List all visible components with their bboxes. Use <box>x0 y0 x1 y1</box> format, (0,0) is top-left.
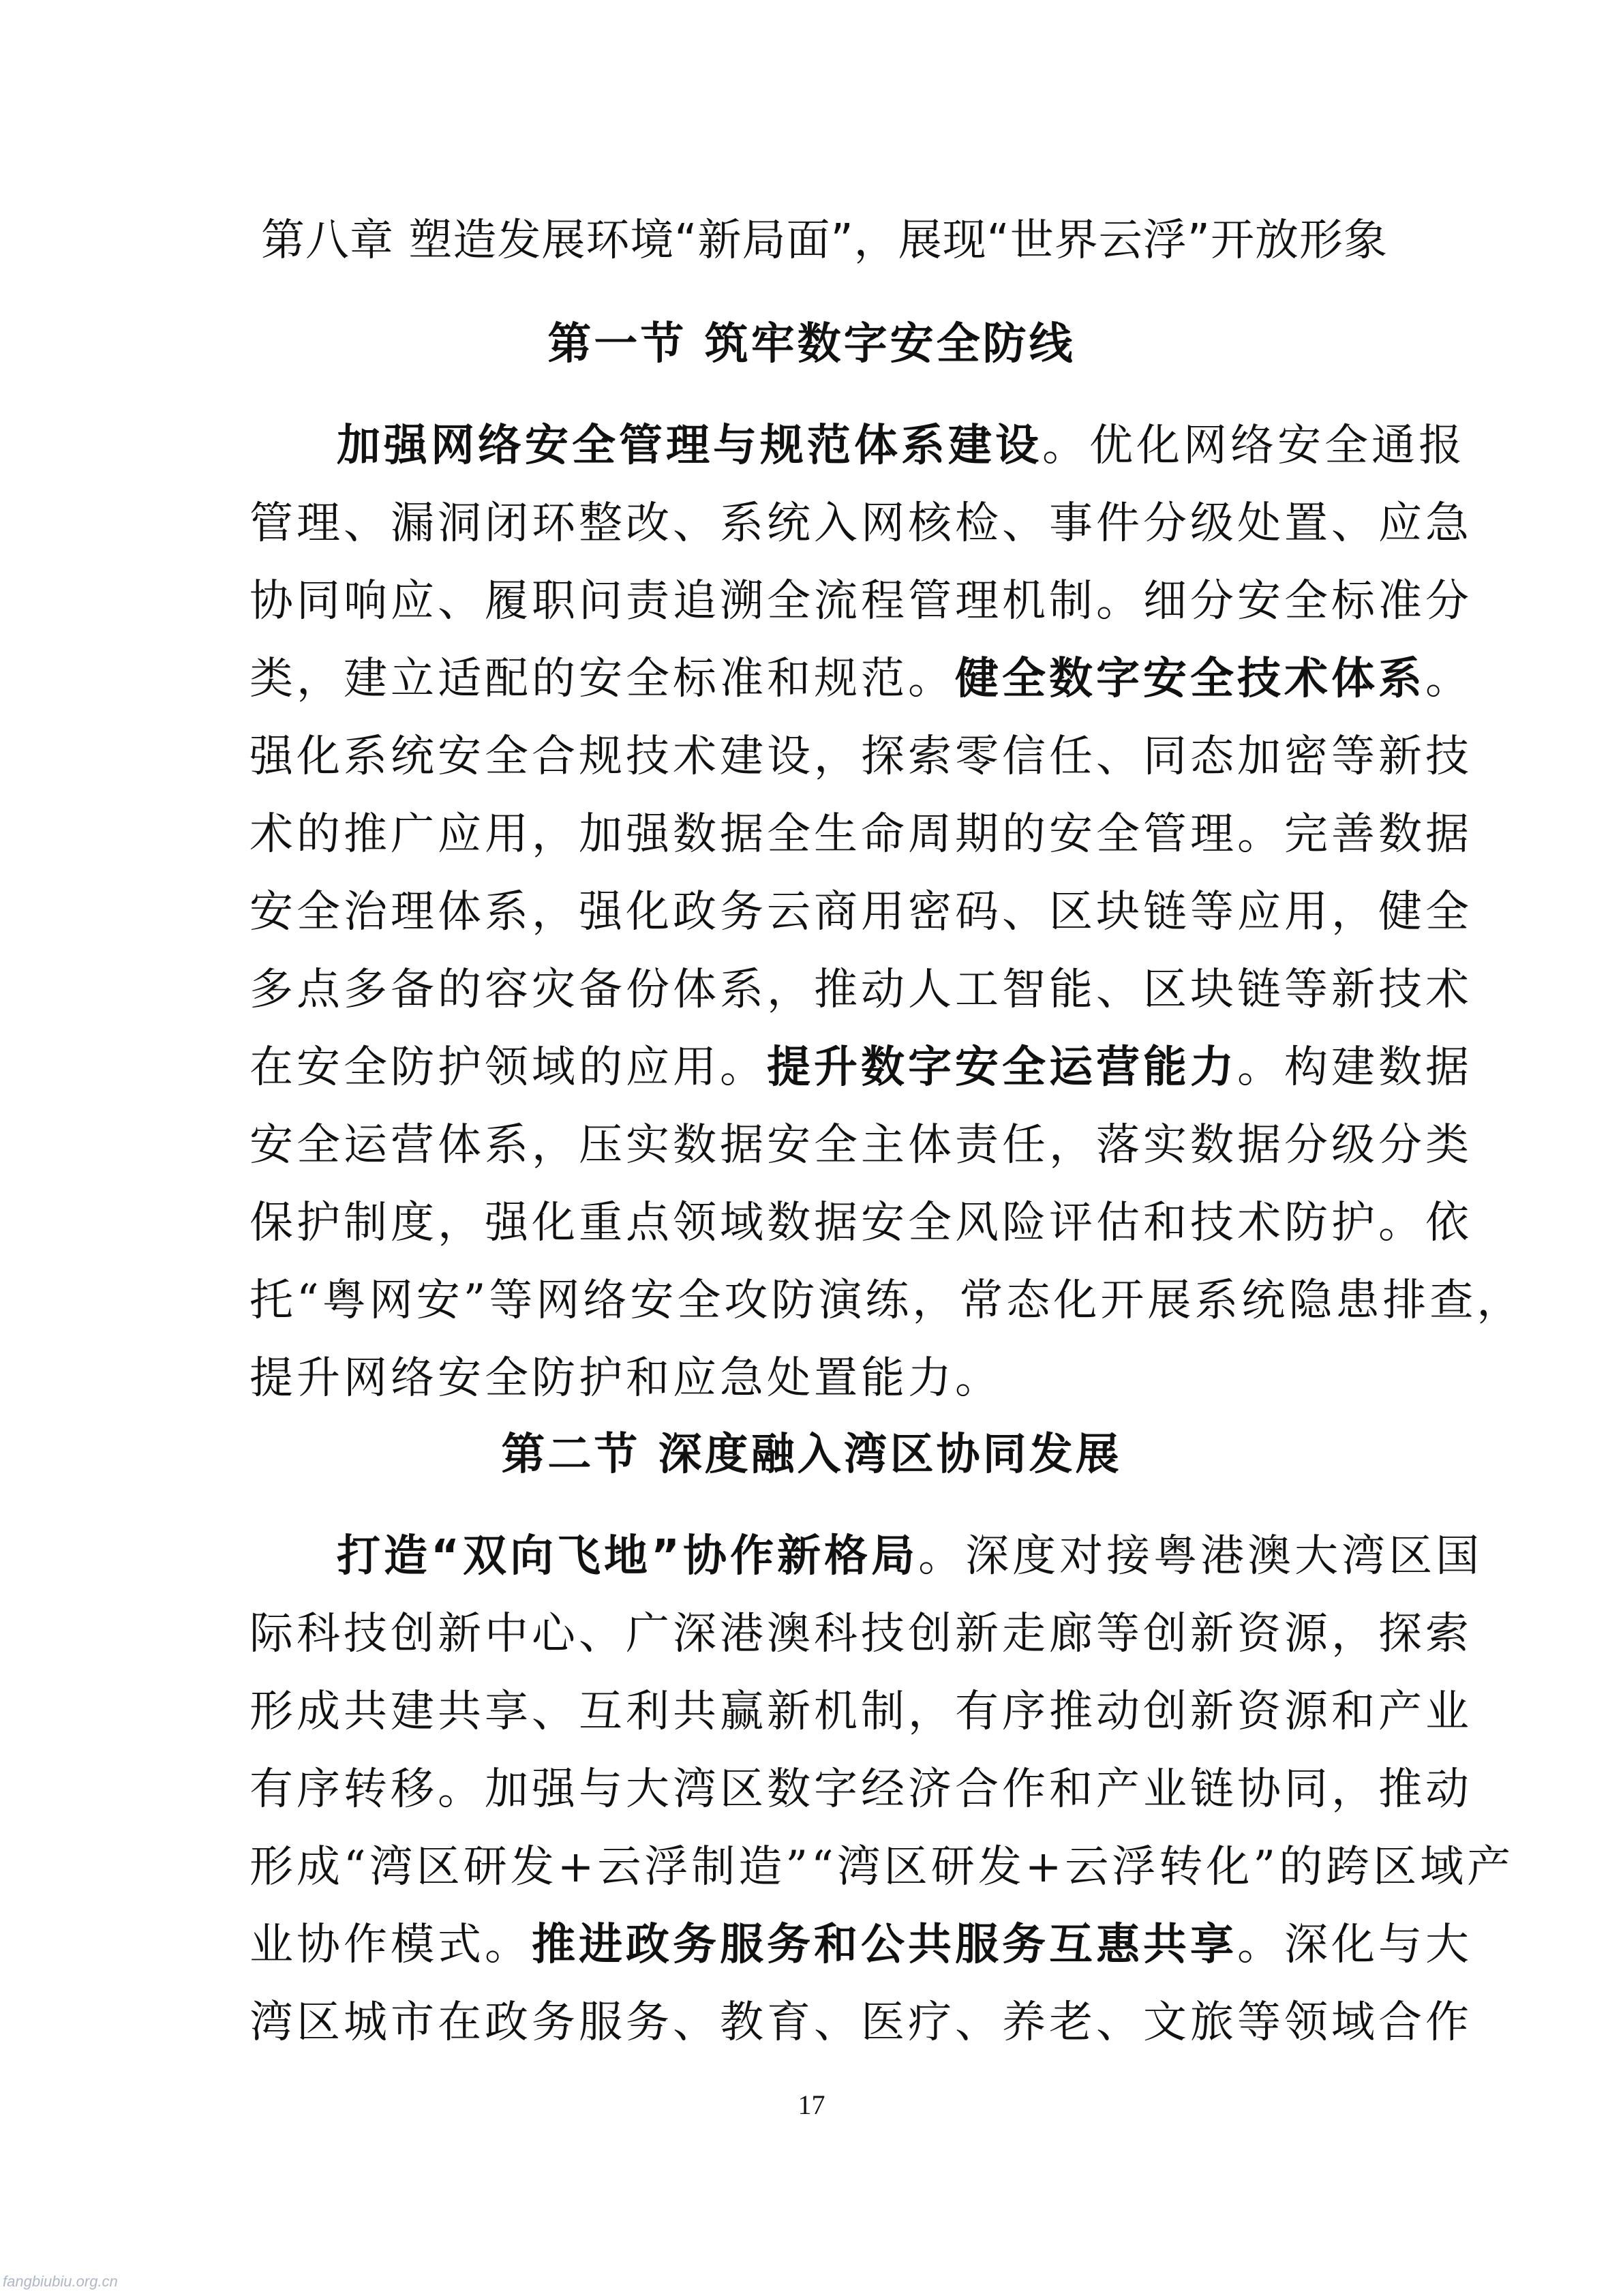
paragraph-line <box>249 1517 1483 1595</box>
bold-heading: 加强网络安全管理与规范体系建设 <box>337 421 1042 471</box>
section-title-2: 第二节 深度融入湾区协同发展 <box>501 1430 1122 1480</box>
bold-heading: 健全数字安全技术体系 <box>955 654 1425 704</box>
paragraph-line: 托“粤网安”等网络安全攻防演练，常态化开展系统隐患排查， <box>249 1275 1524 1326</box>
paragraph-line: 多点多备的容灾备份体系，推动人工智能、区块链等新技术 <box>249 965 1472 1015</box>
bold-heading: 推进政务服务和公共服务互惠共享 <box>532 1920 1237 1970</box>
line-text: 。深度对接粤港澳大湾区国 <box>918 1531 1483 1582</box>
section-1-body <box>249 407 1524 1417</box>
line-text: 。优化网络安全通报 <box>1042 421 1466 471</box>
paragraph-line: 管理、漏洞闭环整改、系统入网核检、事件分级处置、应急 <box>249 498 1472 549</box>
line-text: 。 <box>1425 654 1472 704</box>
chapter-title: 第八章 塑造发展环境“新局面”，展现“世界云浮”开放形象 <box>261 215 1388 266</box>
paragraph-line: 际科技创新中心、广深港澳科技创新走廊等创新资源，探索 <box>249 1609 1472 1659</box>
paragraph-line: 协同响应、履职问责追溯全流程管理机制。细分安全标准分 <box>249 576 1472 626</box>
paragraph-line: 安全运营体系，压实数据安全主体责任，落实数据分级分类 <box>249 1120 1472 1170</box>
page-number: 17 <box>798 2089 825 2120</box>
section-title-1: 第一节 筑牢数字安全防线 <box>547 319 1076 369</box>
paragraph-line <box>249 1906 1472 1984</box>
watermark: fangbiubiu.org.cn <box>3 2273 118 2290</box>
paragraph-line: 形成“湾区研发+云浮制造”“湾区研发+云浮转化”的跨区域产 <box>249 1842 1515 1892</box>
line-text: 在安全防护领域的应用。 <box>249 1042 767 1093</box>
paragraph-line: 强化系统安全合规技术建设，探索零信任、同态加密等新技 <box>249 731 1472 782</box>
bold-heading: 打造“双向飞地”协作新格局 <box>337 1531 919 1582</box>
paragraph-line: 湾区城市在政务服务、教育、医疗、养老、文旅等领域合作 <box>249 1997 1472 2048</box>
bold-heading: 提升数字安全运营能力 <box>767 1042 1237 1093</box>
paragraph-line: 术的推广应用，加强数据全生命周期的安全管理。完善数据 <box>249 809 1472 860</box>
line-text: 。构建数据 <box>1237 1042 1472 1093</box>
paragraph-line <box>249 640 1472 718</box>
paragraph-line: 保护制度，强化重点领域数据安全风险评估和技术防护。依 <box>249 1198 1472 1248</box>
paragraph-line: 提升网络安全防护和应急处置能力。 <box>249 1353 1002 1404</box>
paragraph-line <box>249 1029 1472 1106</box>
paragraph-line: 有序转移。加强与大湾区数字经济合作和产业链协同，推动 <box>249 1764 1472 1815</box>
line-text: 类，建立适配的安全标准和规范。 <box>249 654 955 704</box>
paragraph-line: 安全治理体系，强化政务云商用密码、区块链等应用，健全 <box>249 887 1472 937</box>
line-text: 业协作模式。 <box>249 1920 532 1970</box>
paragraph-line <box>249 407 1466 485</box>
paragraph-line: 形成共建共享、互利共赢新机制，有序推动创新资源和产业 <box>249 1687 1472 1737</box>
section-2-body <box>249 1517 1515 2061</box>
line-text: 。深化与大 <box>1237 1920 1472 1970</box>
